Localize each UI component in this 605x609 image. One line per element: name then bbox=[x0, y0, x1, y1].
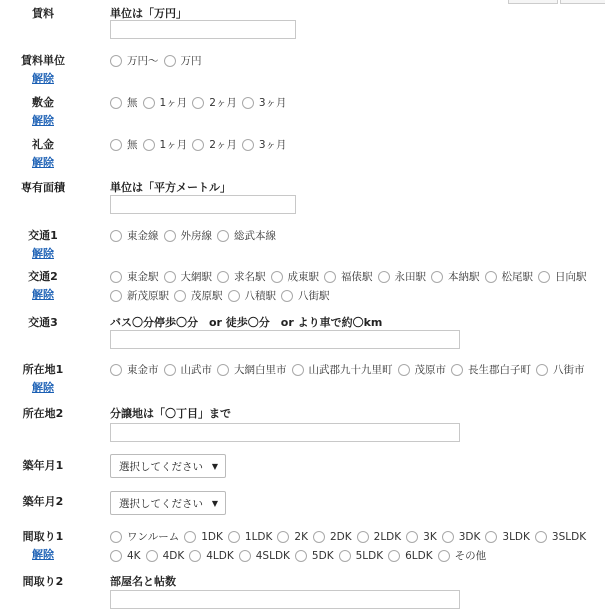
transport2-label: 交通2 bbox=[28, 270, 58, 283]
rent-hint: 単位は「万円」 bbox=[110, 7, 187, 20]
radio-circle-icon bbox=[110, 139, 122, 151]
radio-circle-icon bbox=[485, 271, 497, 283]
transport2-option[interactable]: 八積駅 bbox=[228, 288, 277, 303]
transport1-option[interactable]: 東金線 bbox=[110, 228, 159, 243]
layout1-option[interactable]: 2K bbox=[277, 531, 308, 543]
layout1-options bbox=[110, 529, 605, 563]
radio-circle-icon bbox=[536, 364, 548, 376]
transport2-options bbox=[110, 269, 601, 303]
built1-select[interactable]: 選択してください ▼ bbox=[110, 454, 226, 478]
transport3-hint: バス〇分停歩〇分 or 徒歩〇分 or より車で約〇km bbox=[110, 316, 383, 329]
location1-option[interactable]: 茂原市 bbox=[398, 362, 447, 377]
layout1-option[interactable]: 3DK bbox=[442, 531, 481, 543]
radio-circle-icon bbox=[110, 290, 122, 302]
radio-circle-icon bbox=[538, 271, 550, 283]
location2-input[interactable] bbox=[110, 423, 460, 442]
transport2-option[interactable]: 大網駅 bbox=[164, 269, 213, 284]
radio-circle-icon bbox=[143, 97, 155, 109]
radio-circle-icon bbox=[292, 364, 304, 376]
radio-circle-icon bbox=[431, 271, 443, 283]
layout1-option[interactable]: 2LDK bbox=[357, 531, 402, 543]
key-money-label: 礼金 bbox=[32, 138, 54, 151]
top-button-2[interactable] bbox=[560, 0, 605, 4]
radio-circle-icon bbox=[189, 550, 201, 562]
transport2-option[interactable]: 新茂原駅 bbox=[110, 288, 169, 303]
radio-circle-icon bbox=[313, 531, 325, 543]
radio-circle-icon bbox=[164, 364, 176, 376]
rent-unit-clear-link[interactable]: 解除 bbox=[32, 72, 54, 85]
transport1-option[interactable]: 総武本線 bbox=[217, 228, 276, 243]
dropdown-arrow-icon: ▼ bbox=[211, 462, 218, 471]
layout1-option[interactable]: 2DK bbox=[313, 531, 352, 543]
radio-circle-icon bbox=[110, 271, 122, 283]
radio-circle-icon bbox=[110, 364, 122, 376]
radio-circle-icon bbox=[146, 550, 158, 562]
layout2-input[interactable] bbox=[110, 590, 460, 609]
radio-circle-icon bbox=[143, 139, 155, 151]
radio-circle-icon bbox=[184, 531, 196, 543]
radio-circle-icon bbox=[217, 230, 229, 242]
layout2-label: 間取り2 bbox=[22, 575, 64, 588]
layout1-option[interactable]: 3SLDK bbox=[535, 531, 586, 543]
rent-unit-label: 賃料単位 bbox=[21, 54, 65, 67]
transport2-option[interactable]: 求名駅 bbox=[217, 269, 266, 284]
radio-circle-icon bbox=[228, 531, 240, 543]
key-money-option[interactable]: 1ヶ月 bbox=[143, 137, 188, 152]
layout1-option[interactable]: 1LDK bbox=[228, 531, 273, 543]
dropdown-arrow-icon: ▼ bbox=[211, 499, 218, 508]
rent-unit-option[interactable]: 万円 bbox=[164, 53, 202, 68]
transport2-option[interactable]: 茂原駅 bbox=[174, 288, 223, 303]
radio-circle-icon bbox=[174, 290, 186, 302]
location1-option[interactable]: 東金市 bbox=[110, 362, 159, 377]
area-input[interactable] bbox=[110, 195, 296, 214]
key-money-option[interactable]: 3ヶ月 bbox=[242, 137, 287, 152]
transport2-option[interactable]: 成東駅 bbox=[271, 269, 320, 284]
layout1-option[interactable]: 4SLDK bbox=[239, 550, 290, 562]
transport2-option[interactable]: 福俵駅 bbox=[324, 269, 373, 284]
deposit-option[interactable]: 3ヶ月 bbox=[242, 95, 287, 110]
radio-circle-icon bbox=[217, 271, 229, 283]
deposit-option[interactable]: 2ヶ月 bbox=[192, 95, 237, 110]
layout1-option[interactable]: ワンルーム bbox=[110, 529, 179, 544]
layout1-label: 間取り1 bbox=[22, 530, 64, 543]
transport2-option[interactable]: 松尾駅 bbox=[485, 269, 534, 284]
deposit-option[interactable]: 1ヶ月 bbox=[143, 95, 188, 110]
layout1-option[interactable]: 6LDK bbox=[388, 550, 433, 562]
location1-clear-link[interactable]: 解除 bbox=[32, 381, 54, 394]
built1-label: 築年月1 bbox=[22, 459, 64, 472]
layout2-hint: 部屋名と帖数 bbox=[110, 575, 176, 588]
radio-circle-icon bbox=[451, 364, 463, 376]
radio-circle-icon bbox=[442, 531, 454, 543]
layout1-option[interactable]: 1DK bbox=[184, 531, 223, 543]
radio-circle-icon bbox=[239, 550, 251, 562]
radio-circle-icon bbox=[281, 290, 293, 302]
transport1-clear-link[interactable]: 解除 bbox=[32, 247, 54, 260]
radio-circle-icon bbox=[271, 271, 283, 283]
radio-circle-icon bbox=[242, 139, 254, 151]
rent-label: 賃料 bbox=[32, 7, 54, 20]
radio-circle-icon bbox=[228, 290, 240, 302]
location2-label: 所在地2 bbox=[22, 407, 64, 420]
location1-option[interactable]: 山武市 bbox=[164, 362, 213, 377]
radio-circle-icon bbox=[110, 550, 122, 562]
radio-circle-icon bbox=[192, 97, 204, 109]
radio-circle-icon bbox=[110, 97, 122, 109]
radio-circle-icon bbox=[295, 550, 307, 562]
deposit-clear-link[interactable]: 解除 bbox=[32, 114, 54, 127]
rent-unit-option[interactable]: 万円〜 bbox=[110, 53, 159, 68]
radio-circle-icon bbox=[164, 55, 176, 67]
key-money-option[interactable]: 無 bbox=[110, 137, 138, 152]
key-money-options bbox=[110, 137, 601, 152]
deposit-options bbox=[110, 95, 601, 110]
rent-input[interactable] bbox=[110, 20, 296, 39]
radio-circle-icon bbox=[357, 531, 369, 543]
area-label: 専有面積 bbox=[21, 181, 65, 194]
transport3-input[interactable] bbox=[110, 330, 460, 349]
layout1-option[interactable]: 5DK bbox=[295, 550, 334, 562]
radio-circle-icon bbox=[277, 531, 289, 543]
deposit-option[interactable]: 無 bbox=[110, 95, 138, 110]
radio-circle-icon bbox=[164, 271, 176, 283]
radio-circle-icon bbox=[398, 364, 410, 376]
deposit-label: 敷金 bbox=[32, 96, 54, 109]
location1-option[interactable]: 長生郡白子町 bbox=[451, 362, 531, 377]
built2-label: 築年月2 bbox=[22, 495, 64, 508]
layout1-option[interactable]: その他 bbox=[438, 548, 487, 563]
radio-circle-icon bbox=[339, 550, 351, 562]
key-money-clear-link[interactable]: 解除 bbox=[32, 156, 54, 169]
transport1-option[interactable]: 外房線 bbox=[164, 228, 213, 243]
layout1-option[interactable]: 4DK bbox=[146, 550, 185, 562]
radio-circle-icon bbox=[324, 271, 336, 283]
radio-circle-icon bbox=[388, 550, 400, 562]
key-money-option[interactable]: 2ヶ月 bbox=[192, 137, 237, 152]
transport1-label: 交通1 bbox=[28, 229, 58, 242]
location1-label: 所在地1 bbox=[22, 363, 64, 376]
layout1-option[interactable]: 3K bbox=[406, 531, 437, 543]
radio-circle-icon bbox=[535, 531, 547, 543]
layout1-option[interactable]: 3LDK bbox=[485, 531, 530, 543]
transport2-option[interactable]: 日向駅 bbox=[538, 269, 587, 284]
radio-circle-icon bbox=[485, 531, 497, 543]
radio-circle-icon bbox=[110, 531, 122, 543]
top-button-1[interactable] bbox=[508, 0, 558, 4]
transport2-clear-link[interactable]: 解除 bbox=[32, 288, 54, 301]
location1-option[interactable]: 山武郡九十九里町 bbox=[292, 362, 393, 377]
radio-circle-icon bbox=[438, 550, 450, 562]
location1-option[interactable]: 八街市 bbox=[536, 362, 585, 377]
radio-circle-icon bbox=[378, 271, 390, 283]
built2-select[interactable]: 選択してください ▼ bbox=[110, 491, 226, 515]
transport2-option[interactable]: 本納駅 bbox=[431, 269, 480, 284]
layout1-option[interactable]: 4LDK bbox=[189, 550, 234, 562]
transport3-label: 交通3 bbox=[28, 316, 58, 329]
location2-hint: 分譲地は「〇丁目」まで bbox=[110, 407, 231, 420]
radio-circle-icon bbox=[164, 230, 176, 242]
transport2-option[interactable]: 八街駅 bbox=[281, 288, 330, 303]
radio-circle-icon bbox=[242, 97, 254, 109]
radio-circle-icon bbox=[406, 531, 418, 543]
layout1-option[interactable]: 4K bbox=[110, 550, 141, 562]
rent-unit-options bbox=[110, 53, 601, 68]
transport2-option[interactable]: 永田駅 bbox=[378, 269, 427, 284]
location1-option[interactable]: 大網白里市 bbox=[217, 362, 287, 377]
radio-circle-icon bbox=[110, 230, 122, 242]
area-hint: 単位は「平方メートル」 bbox=[110, 181, 231, 194]
transport2-option[interactable]: 東金駅 bbox=[110, 269, 159, 284]
location1-options bbox=[110, 362, 601, 377]
radio-circle-icon bbox=[110, 55, 122, 67]
layout1-option[interactable]: 5LDK bbox=[339, 550, 384, 562]
transport1-options bbox=[110, 228, 601, 243]
radio-circle-icon bbox=[192, 139, 204, 151]
radio-circle-icon bbox=[217, 364, 229, 376]
layout1-clear-link[interactable]: 解除 bbox=[32, 548, 54, 561]
